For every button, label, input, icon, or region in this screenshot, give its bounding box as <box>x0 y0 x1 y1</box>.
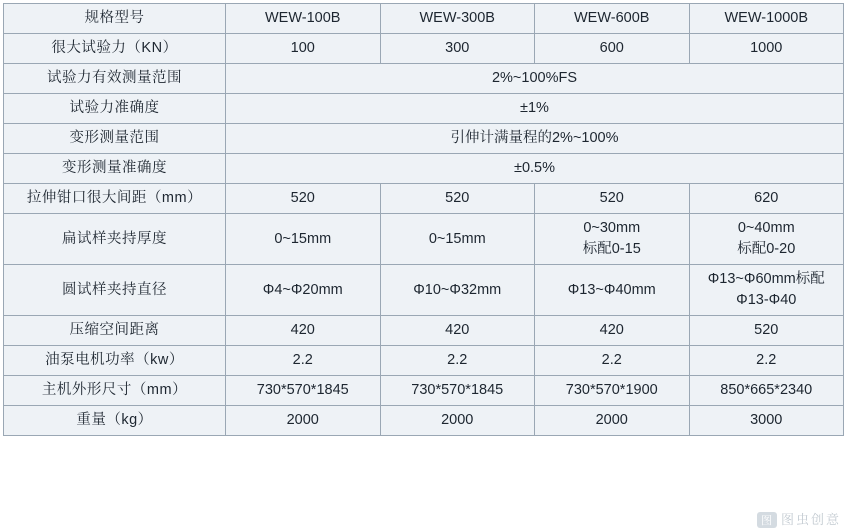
row-value-cell: 2%~100%FS <box>226 64 844 94</box>
table-row <box>4 64 844 94</box>
row-label-cell: 拉伸钳口很大间距（mm） <box>4 184 226 214</box>
row-value-cell: 2000 <box>535 406 690 436</box>
row-label-cell: 试验力准确度 <box>4 94 226 124</box>
row-label-cell: 主机外形尺寸（mm） <box>4 376 226 406</box>
model-header-cell: WEW-100B <box>226 4 381 34</box>
row-value-cell: 620 <box>689 184 844 214</box>
row-value-cell: 600 <box>535 34 690 64</box>
value-line: 0~40mm <box>737 220 795 237</box>
row-value-cell <box>535 214 690 265</box>
table-row <box>4 376 844 406</box>
table-row <box>4 184 844 214</box>
row-label-cell: 很大试验力（KN） <box>4 34 226 64</box>
value-line: 0~30mm <box>583 220 641 237</box>
row-label-cell: 变形测量准确度 <box>4 154 226 184</box>
row-value-cell: 2.2 <box>226 346 381 376</box>
row-value-cell: 420 <box>380 316 535 346</box>
model-header-cell: WEW-300B <box>380 4 535 34</box>
table-body <box>4 4 844 436</box>
row-label-cell: 油泵电机功率（kw） <box>4 346 226 376</box>
row-value-cell: 2.2 <box>535 346 690 376</box>
row-label-cell: 压缩空间距离 <box>4 316 226 346</box>
table-row <box>4 214 844 265</box>
row-value-cell: 420 <box>226 316 381 346</box>
table-row <box>4 346 844 376</box>
row-label-cell: 重量（kg） <box>4 406 226 436</box>
row-label-cell: 圆试样夹持直径 <box>4 265 226 316</box>
table-row <box>4 316 844 346</box>
row-value-cell: 3000 <box>689 406 844 436</box>
row-value-cell: ±0.5% <box>226 154 844 184</box>
row-value-cell: 730*570*1845 <box>226 376 381 406</box>
table-row <box>4 34 844 64</box>
table-row <box>4 124 844 154</box>
header-label-cell: 规格型号 <box>4 4 226 34</box>
model-header-cell: WEW-600B <box>535 4 690 34</box>
watermark-text: 图虫创意 <box>780 512 841 527</box>
row-value-cell: 引伸计满量程的2%~100% <box>226 124 844 154</box>
row-value-cell: 2.2 <box>380 346 535 376</box>
spec-table-page <box>0 3 847 531</box>
row-value-cell: 420 <box>535 316 690 346</box>
model-header-cell: WEW-1000B <box>689 4 844 34</box>
row-value-cell: Φ4~Φ20mm <box>226 265 381 316</box>
row-value-cell: 520 <box>380 184 535 214</box>
row-value-cell: 2.2 <box>689 346 844 376</box>
row-value-cell: 1000 <box>689 34 844 64</box>
table-header-row <box>4 4 844 34</box>
row-value-cell: 520 <box>535 184 690 214</box>
table-row <box>4 94 844 124</box>
row-value-cell: 520 <box>226 184 381 214</box>
row-value-cell: 0~15mm <box>380 214 535 265</box>
row-value-cell: Φ10~Φ32mm <box>380 265 535 316</box>
specification-table <box>3 3 844 436</box>
row-label-cell: 变形测量范围 <box>4 124 226 154</box>
row-value-cell: 2000 <box>380 406 535 436</box>
row-label-cell: 扁试样夹持厚度 <box>4 214 226 265</box>
row-value-cell: 730*570*1900 <box>535 376 690 406</box>
row-value-cell: 300 <box>380 34 535 64</box>
watermark-badge: 图 <box>757 512 777 528</box>
row-value-cell: ±1% <box>226 94 844 124</box>
value-line: Φ13-Φ40 <box>736 292 797 309</box>
row-value-cell: 100 <box>226 34 381 64</box>
row-value-cell <box>689 265 844 316</box>
row-value-cell: 520 <box>689 316 844 346</box>
table-row <box>4 154 844 184</box>
table-row <box>4 265 844 316</box>
row-value-cell: 730*570*1845 <box>380 376 535 406</box>
row-label-cell: 试验力有效测量范围 <box>4 64 226 94</box>
value-line: Φ13~Φ60mm标配 <box>707 271 825 288</box>
row-value-cell: 0~15mm <box>226 214 381 265</box>
row-value-cell: 850*665*2340 <box>689 376 844 406</box>
table-row <box>4 406 844 436</box>
watermark <box>757 509 841 528</box>
row-value-cell: 2000 <box>226 406 381 436</box>
value-line: 标配0-20 <box>737 241 796 258</box>
value-line: 标配0-15 <box>582 241 641 258</box>
row-value-cell <box>689 214 844 265</box>
row-value-cell: Φ13~Φ40mm <box>535 265 690 316</box>
